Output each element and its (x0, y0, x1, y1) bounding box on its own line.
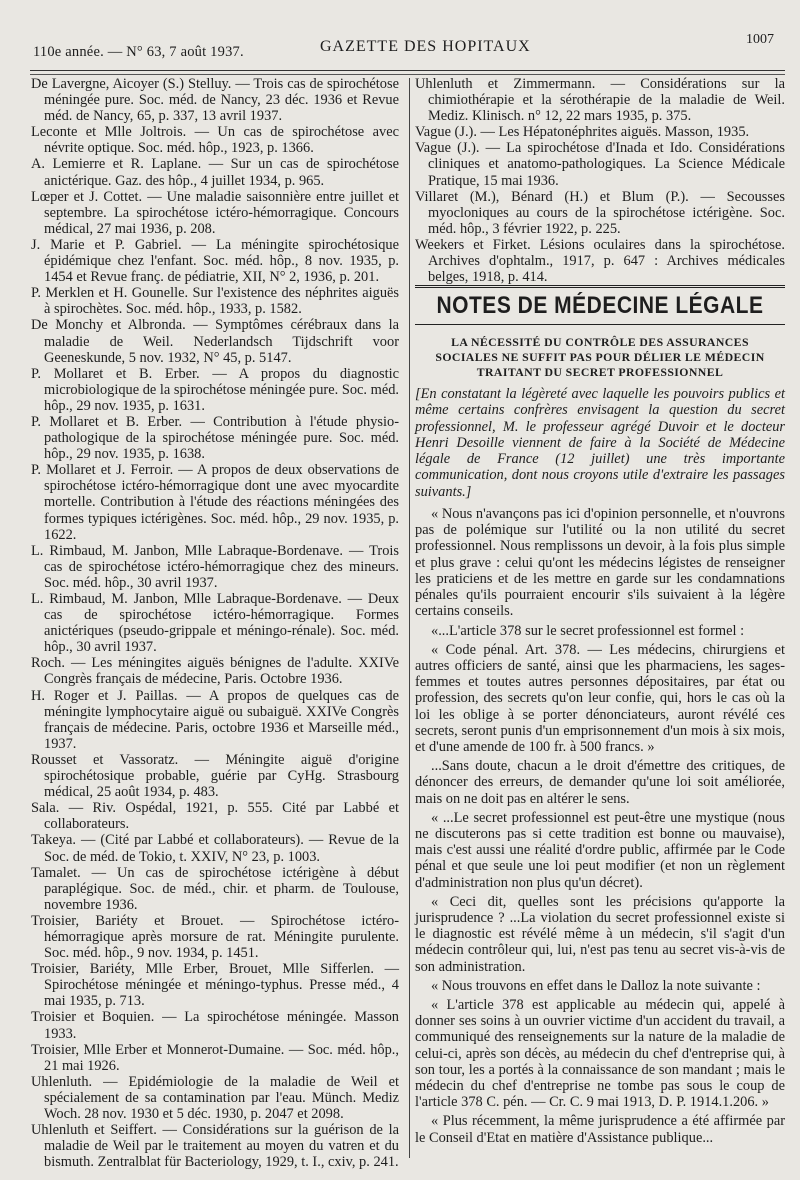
reference-entry: Vague (J.). — Les Hépatonéphrites aiguës. Masson, 1935. (415, 124, 750, 141)
article-intro: [En constatant la légèreté avec laquelle les pouvoirs publics et même certains confrères envisagent la question du secret professionnel, M. le professeur agrégé Duvoir et le docteur Henri Desoille viennent de faire à la Société de Médecine légale de France (12 juillet) une très importante communication, dont nous croyons utile d'extraire les passages suivants.] (415, 386, 785, 500)
reference-entry: Uhlenluth et Seiffert. — Considérations sur la guérison de la maladie de Weil par le traitement au moyen du vatren et du bismuth. Zentralblat für Bacteriology, 1929, t. I., cxiv, p. 241. (31, 1122, 399, 1171)
reference-entry: Uhlenluth. — Epidémiologie de la maladie de Weil et spécialement de sa contamination par l'eau. Münch. Mediz Woch. 28 nov. 1930 et 5 déc. 1930, p. 2047 et 2098. (31, 1073, 399, 1122)
reference-entry: Lœper et J. Cottet. — Une maladie saisonnière entre juillet et septembre. La spirochétose ictéro-hémorragique. Concours médical, 27 mai 1936, p. 208. (31, 188, 399, 237)
reference-entry: L. Rimbaud, M. Janbon, Mlle Labraque-Bordenave. — Trois cas de spirochétose ictéro-hémorragique chez des mineurs. Soc. méd. hôp., 30 avril 1937. (31, 542, 399, 591)
reference-entry: Takeya. — (Cité par Labbé et collaborateurs). — Revue de la Soc. de méd. de Tokio, t. XXIV, N° 23, p. 1003. (31, 832, 399, 865)
article-paragraph: « Nous n'avançons pas ici d'opinion personnelle, et n'ouvrons pas de polémique sur l'utilité ou la non utilité du secret professionnel. Nous remplissons un devoir, à la fois plus simple et plus grave : celui qu'ont les médecins légistes de renseigner les praticiens et de les mettre en garde sur les condamnations pénales qu'ils pourraient encourir s'ils suivaient à la légère certains conseils. (415, 506, 785, 620)
reference-entry: Troisier et Boquien. — La spirochétose méningée. Masson 1933. (31, 1009, 399, 1042)
section-title: NOTES DE MÉDECINE LÉGALE (436, 292, 764, 319)
reference-entry: L. Rimbaud, M. Janbon, Mlle Labraque-Bordenave. — Deux cas de spirochétose ictéro-hémorragique. Formes anictériques (pseudo-grippale et méningo-rénale). Soc. méd. hôp., 30 avril 1937. (31, 591, 399, 656)
article-title: LA NÉCESSITÉ DU CONTRÔLE DES ASSURANCES SOCIALES NE SUFFIT PAS POUR DÉLIER LE MÉDECIN TRAITANT DU SECRET PROFESSIONNEL (435, 335, 765, 379)
article-paragraph: « L'article 378 est applicable au médecin qui, appelé à donner ses soins à un ouvrier victime d'un accident du travail, a communiqué des renseignements sur la nature de la maladie de celui-ci, après son décès, au médecin du chef d'entreprise qui, à son tour, les a portés à la connaissance de son mandant ; mais le médecin du chef d'entreprise ne tombe pas sous le coup de l'article 378 C. pén. — Cr. C. 9 mai 1913, D. P. 1914.1.206. » (415, 996, 785, 1111)
reference-entry: Tamalet. — Un cas de spirochétose ictérigène à début paraplégique. Soc. de méd., chir. et pharm. de Toulouse, novembre 1936. (31, 864, 399, 913)
journal-title: GAZETTE DES HOPITAUX (320, 38, 531, 55)
column-divider (409, 78, 410, 1158)
reference-entry: Villaret (M.), Bénard (H.) et Blum (P.). — Secousses myocloniques au cours de la spirochétose ictérigène. Soc. méd. hôp., 3 février 1922, p. 225. (415, 188, 785, 237)
article-paragraph: « Code pénal. Art. 378. — Les médecins, chirurgiens et autres officiers de santé, ainsi que les pharmaciens, les sages-femmes et toutes autres personnes dépositaires, par état ou profession, des secrets qu'on leur confie, qui, hors le cas où la loi les oblige à se porter dénonciateurs, auront révélé ces secrets, seront punis d'un emprisonnement d'un mois à six mois, et d'une amende de 100 fr. à 500 francs. » (415, 641, 785, 755)
issue-info: 110e année. — N° 63, 7 août 1937. (33, 44, 244, 60)
article-paragraph: «...L'article 378 sur le secret professionnel est formel : (431, 622, 745, 639)
reference-entry: De Monchy et Albronda. — Symptômes cérébraux dans la maladie de Weil. Nederlandsch Tijdschrift voor Geeneskunde, 5 nov. 1932, N° 45, p. 5147. (31, 317, 399, 366)
reference-entry: J. Marie et P. Gabriel. — La méningite spirochétosique épidémique chez l'enfant. Soc. méd. hôp., 8 nov. 1935, p. 1454 et Revue franç. de pédiatrie, XII, N° 2, 1936, p. 201. (31, 236, 399, 286)
page-header (0, 26, 800, 66)
reference-entry: Troisier, Mlle Erber et Monnerot-Dumaine. — Soc. méd. hôp., 21 mai 1926. (31, 1041, 399, 1074)
reference-entry: P. Merklen et H. Gounelle. Sur l'existence des néphrites aiguës à spirochètes. Soc. méd. hôp., 1933, p. 1582. (31, 285, 399, 318)
article-paragraph: « ...Le secret professionnel est peut-être une mystique (nous ne discuterons pas si cette tradition est bonne ou mauvaise), mais c'est aussi une réalité d'ordre public, affirmée par le Code pénal et que seule une loi peut modifier (et non un règlement d'administration non plus qu'un décret). (415, 809, 785, 891)
left-column-references (31, 76, 399, 1170)
section-rule (415, 285, 785, 288)
header-rule-secondary (30, 74, 785, 75)
reference-entry: Sala. — Riv. Ospédal, 1921, p. 555. Cité par Labbé et collaborateurs. (31, 800, 399, 833)
article-paragraph: « Plus récemment, la même jurisprudence a été affirmée par le Conseil d'Etat en matière d'Assistance publique... (415, 1113, 785, 1146)
reference-entry: P. Mollaret et J. Ferroir. — A propos de deux observations de spirochétose ictéro-hémorragique dont une avec myocardite mortelle. Contribution à l'étude des réactions méningées des formes typiques ictérigènes. Soc. méd. hôp., 29 nov. 1935, p. 1622. (31, 462, 399, 543)
reference-entry: Troisier, Bariéty et Brouet. — Spirochétose ictéro-hémorragique après morsure de rat. Méningite purulente. Soc. méd. hôp., 9 nov. 1934, p. 1451. (31, 912, 399, 962)
reference-entry: P. Mollaret et B. Erber. — Contribution à l'étude physio-pathologique de la spirochétose méningée pure. Soc. méd. hôp., 29 nov. 1935, p. 1638. (31, 413, 399, 463)
reference-entry: De Lavergne, Aicoyer (S.) Stelluy. — Trois cas de spirochétose méningée pure. Soc. méd. de Nancy, 23 déc. 1936 et Revue méd. de Nancy, 65, p. 337, 13 avril 1937. (31, 76, 399, 125)
reference-entry: Troisier, Bariéty, Mlle Erber, Brouet, Mlle Sifferlen. — Spirochétose méningée et méningo-typhus. Presse méd., 4 mai 1935, p. 713. (31, 961, 399, 1010)
article-paragraph: « Nous trouvons en effet dans le Dalloz la note suivante : (431, 977, 761, 994)
legal-medicine-section (415, 285, 785, 1149)
reference-entry: A. Lemierre et R. Laplane. — Sur un cas de spirochétose anictérique. Gaz. des hôp., 4 juillet 1934, p. 965. (31, 156, 399, 189)
reference-entry: Roch. — Les méningites aiguës bénignes de l'adulte. XXIVe Congrès français de médecine, Paris. Octobre 1936. (31, 655, 399, 688)
page-number: 1007 (746, 32, 774, 47)
reference-entry: Rousset et Vassoratz. — Méningite aiguë d'origine spirochétosique probable, guérie par CyHg. Strasbourg médical, 25 août 1934, p. 483. (31, 751, 399, 801)
reference-entry: Weekers et Firket. Lésions oculaires dans la spirochétose. Archives d'ophtalm., 1917, p. 647 : Archives médicales belges, 1918, p. 414. (415, 236, 785, 286)
right-column-references (415, 76, 785, 285)
header-rule (30, 70, 785, 71)
article-paragraph: « Ceci dit, quelles sont les précisions qu'apporte la jurisprudence ? ...La violation du secret professionnel existe si le diagnostic est révélé même à un médecin, s'il s'agit d'un médecin contrôleur qui, lui, n'est pas tenu au secret vis-à-vis de son administration. (415, 893, 785, 975)
article-paragraph: ...Sans doute, chacun a le droit d'émettre des critiques, de dénoncer des erreurs, de demander qu'une loi soit améliorée, mais on ne doit pas en altérer le sens. (415, 758, 785, 807)
section-rule-bottom (415, 324, 785, 325)
reference-entry: Uhlenluth et Zimmermann. — Considérations sur la chimiothérapie et la sérothérapie de la maladie de Weil. Mediz. Klinisch. n° 12, 22 mars 1935, p. 375. (415, 76, 785, 125)
reference-entry: P. Mollaret et B. Erber. — A propos du diagnostic microbiologique de la spirochétose méningée pure. Soc. méd. hôp., 29 nov. 1935, p. 1631. (31, 365, 399, 414)
reference-entry: Vague (J.). — La spirochétose d'Inada et Ido. Considérations cliniques et anatomo-pathologiques. La Science Médicale Pratique, 15 mai 1936. (415, 140, 785, 189)
reference-entry: Leconte et Mlle Joltrois. — Un cas de spirochétose avec névrite optique. Soc. méd. hôp., 1923, p. 1366. (31, 124, 399, 157)
reference-entry: H. Roger et J. Paillas. — A propos de quelques cas de méningite lymphocytaire aiguë ou subaiguë. XXIVe Congrès français de médecine. Paris, octobre 1936 et Marseille méd., 1937. (31, 687, 399, 752)
